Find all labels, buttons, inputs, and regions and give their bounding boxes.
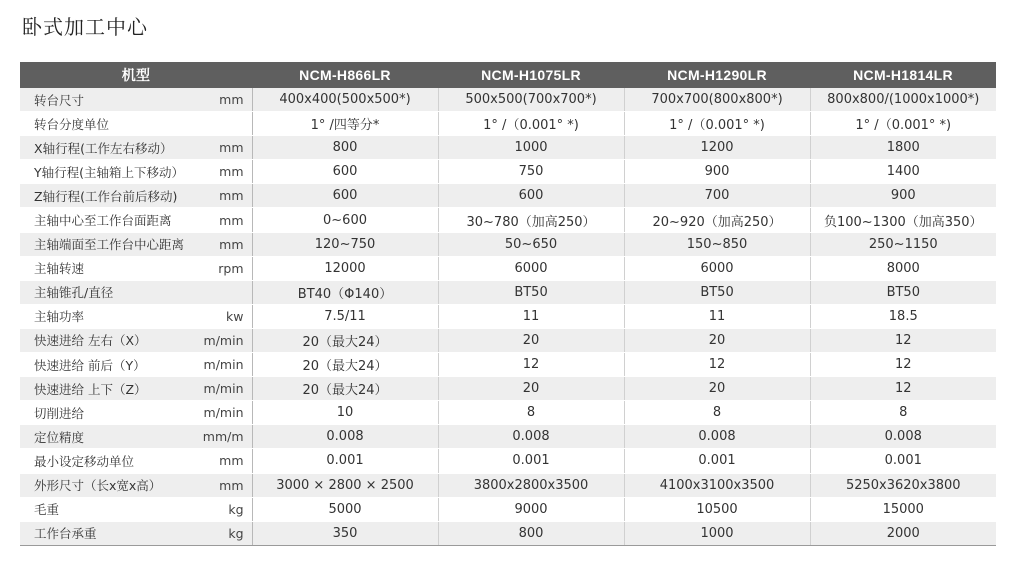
spec-value-model-1: 0~600: [252, 208, 438, 232]
spec-table-body: [20, 88, 996, 545]
spec-unit: [196, 280, 252, 304]
spec-value-model-4: 1° /（0.001° *): [810, 112, 996, 136]
spec-value-model-3: 10500: [624, 497, 810, 521]
table-row: [20, 497, 996, 521]
header-model-4: NCM-H1814LR: [810, 62, 996, 88]
table-row: [20, 232, 996, 256]
spec-name: 快速进给 前后（Y）: [20, 353, 196, 377]
spec-unit: mm: [196, 208, 252, 232]
spec-value-model-4: 250~1150: [810, 232, 996, 256]
spec-value-model-2: 600: [438, 184, 624, 208]
spec-value-model-2: 8: [438, 401, 624, 425]
header-model-2: NCM-H1075LR: [438, 62, 624, 88]
spec-value-model-2: 0.001: [438, 449, 624, 473]
spec-unit: kg: [196, 497, 252, 521]
spec-value-model-4: 12: [810, 353, 996, 377]
table-row: [20, 353, 996, 377]
spec-unit: rpm: [196, 256, 252, 280]
spec-value-model-4: 8: [810, 401, 996, 425]
spec-value-model-1: 0.008: [252, 425, 438, 449]
spec-value-model-1: 120~750: [252, 232, 438, 256]
spec-unit: mm: [196, 136, 252, 160]
spec-value-model-4: 800x800/(1000x1000*): [810, 88, 996, 112]
spec-name: 外形尺寸（长x宽x高）: [20, 473, 196, 497]
spec-value-model-3: 6000: [624, 256, 810, 280]
spec-unit: kw: [196, 304, 252, 328]
spec-value-model-2: 0.008: [438, 425, 624, 449]
spec-value-model-3: 12: [624, 353, 810, 377]
spec-value-model-2: BT50: [438, 280, 624, 304]
spec-value-model-1: 400x400(500x500*): [252, 88, 438, 112]
spec-value-model-2: 30~780（加高250）: [438, 208, 624, 232]
spec-value-model-1: 1° /四等分*: [252, 112, 438, 136]
table-row: [20, 256, 996, 280]
spec-name: X轴行程(工作左右移动）: [20, 136, 196, 160]
spec-unit: m/min: [196, 353, 252, 377]
spec-name: Y轴行程(主轴箱上下移动）: [20, 160, 196, 184]
spec-value-model-4: 5250x3620x3800: [810, 473, 996, 497]
table-row: [20, 328, 996, 352]
spec-value-model-1: 20（最大24）: [252, 353, 438, 377]
spec-value-model-3: 0.008: [624, 425, 810, 449]
spec-value-model-4: 2000: [810, 521, 996, 545]
spec-name: 切削进给: [20, 401, 196, 425]
spec-value-model-1: 7.5/11: [252, 304, 438, 328]
spec-unit: mm: [196, 473, 252, 497]
spec-value-model-2: 6000: [438, 256, 624, 280]
spec-value-model-1: 600: [252, 184, 438, 208]
spec-name: 主轴锥孔/直径: [20, 280, 196, 304]
spec-value-model-4: 1400: [810, 160, 996, 184]
spec-value-model-2: 1° /（0.001° *): [438, 112, 624, 136]
spec-value-model-1: 800: [252, 136, 438, 160]
spec-value-model-3: 20: [624, 377, 810, 401]
spec-value-model-1: 20（最大24）: [252, 328, 438, 352]
spec-value-model-3: 8: [624, 401, 810, 425]
spec-name: 转台分度单位: [20, 112, 196, 136]
spec-value-model-4: 0.008: [810, 425, 996, 449]
spec-unit: m/min: [196, 328, 252, 352]
spec-value-model-1: 350: [252, 521, 438, 545]
table-header-row: [20, 62, 996, 88]
spec-value-model-4: 18.5: [810, 304, 996, 328]
spec-value-model-2: 11: [438, 304, 624, 328]
spec-name: 毛重: [20, 497, 196, 521]
spec-name: 快速进给 上下（Z）: [20, 377, 196, 401]
spec-unit: mm: [196, 160, 252, 184]
spec-value-model-1: 5000: [252, 497, 438, 521]
spec-table: [20, 62, 996, 546]
spec-value-model-3: 900: [624, 160, 810, 184]
spec-value-model-3: 700: [624, 184, 810, 208]
table-row: [20, 208, 996, 232]
spec-value-model-4: 8000: [810, 256, 996, 280]
spec-value-model-4: 12: [810, 377, 996, 401]
spec-value-model-2: 750: [438, 160, 624, 184]
page-title: 卧式加工中心: [22, 15, 148, 39]
spec-unit: mm: [196, 88, 252, 112]
table-row: [20, 425, 996, 449]
spec-value-model-2: 500x500(700x700*): [438, 88, 624, 112]
table-row: [20, 160, 996, 184]
spec-value-model-2: 20: [438, 328, 624, 352]
spec-value-model-2: 9000: [438, 497, 624, 521]
spec-value-model-2: 20: [438, 377, 624, 401]
table-row: [20, 377, 996, 401]
spec-value-model-3: 20: [624, 328, 810, 352]
spec-value-model-2: 12: [438, 353, 624, 377]
table-row: [20, 521, 996, 545]
table-row: [20, 304, 996, 328]
spec-name: 转台尺寸: [20, 88, 196, 112]
spec-value-model-3: 20~920（加高250）: [624, 208, 810, 232]
spec-value-model-1: 0.001: [252, 449, 438, 473]
spec-value-model-2: 1000: [438, 136, 624, 160]
spec-value-model-1: BT40（Φ140）: [252, 280, 438, 304]
spec-unit: mm: [196, 449, 252, 473]
table-row: [20, 280, 996, 304]
spec-unit: m/min: [196, 401, 252, 425]
spec-unit: m/min: [196, 377, 252, 401]
spec-unit: [196, 112, 252, 136]
spec-value-model-4: 12: [810, 328, 996, 352]
spec-name: 主轴转速: [20, 256, 196, 280]
table-row: [20, 184, 996, 208]
spec-name: 主轴端面至工作台中心距离: [20, 232, 196, 256]
spec-value-model-3: 1° /（0.001° *): [624, 112, 810, 136]
spec-value-model-4: 900: [810, 184, 996, 208]
table-row: [20, 473, 996, 497]
spec-value-model-1: 20（最大24）: [252, 377, 438, 401]
spec-unit: mm: [196, 184, 252, 208]
spec-value-model-2: 800: [438, 521, 624, 545]
spec-name: 快速进给 左右（X）: [20, 328, 196, 352]
spec-value-model-3: 700x700(800x800*): [624, 88, 810, 112]
spec-name: 定位精度: [20, 425, 196, 449]
spec-value-model-3: 150~850: [624, 232, 810, 256]
spec-value-model-2: 3800x2800x3500: [438, 473, 624, 497]
spec-value-model-1: 600: [252, 160, 438, 184]
table-row: [20, 449, 996, 473]
table-row: [20, 136, 996, 160]
spec-value-model-2: 50~650: [438, 232, 624, 256]
spec-value-model-3: 1200: [624, 136, 810, 160]
spec-value-model-3: 1000: [624, 521, 810, 545]
spec-name: 最小设定移动单位: [20, 449, 196, 473]
header-model-1: NCM-H866LR: [252, 62, 438, 88]
spec-value-model-3: 0.001: [624, 449, 810, 473]
spec-value-model-1: 12000: [252, 256, 438, 280]
table-row: [20, 401, 996, 425]
spec-value-model-1: 10: [252, 401, 438, 425]
spec-value-model-3: 4100x3100x3500: [624, 473, 810, 497]
spec-value-model-1: 3000 × 2800 × 2500: [252, 473, 438, 497]
spec-value-model-3: BT50: [624, 280, 810, 304]
spec-name: 工作台承重: [20, 521, 196, 545]
header-model-3: NCM-H1290LR: [624, 62, 810, 88]
spec-unit: kg: [196, 521, 252, 545]
spec-value-model-4: 15000: [810, 497, 996, 521]
spec-unit: mm/m: [196, 425, 252, 449]
spec-name: 主轴功率: [20, 304, 196, 328]
spec-value-model-4: 负100~1300（加高350）: [810, 208, 996, 232]
spec-name: 主轴中心至工作台面距离: [20, 208, 196, 232]
spec-value-model-3: 11: [624, 304, 810, 328]
spec-value-model-4: BT50: [810, 280, 996, 304]
spec-value-model-4: 1800: [810, 136, 996, 160]
table-row: [20, 88, 996, 112]
table-row: [20, 112, 996, 136]
spec-unit: mm: [196, 232, 252, 256]
spec-value-model-4: 0.001: [810, 449, 996, 473]
header-model-label: 机型: [20, 62, 252, 88]
spec-name: Z轴行程(工作台前后移动): [20, 184, 196, 208]
